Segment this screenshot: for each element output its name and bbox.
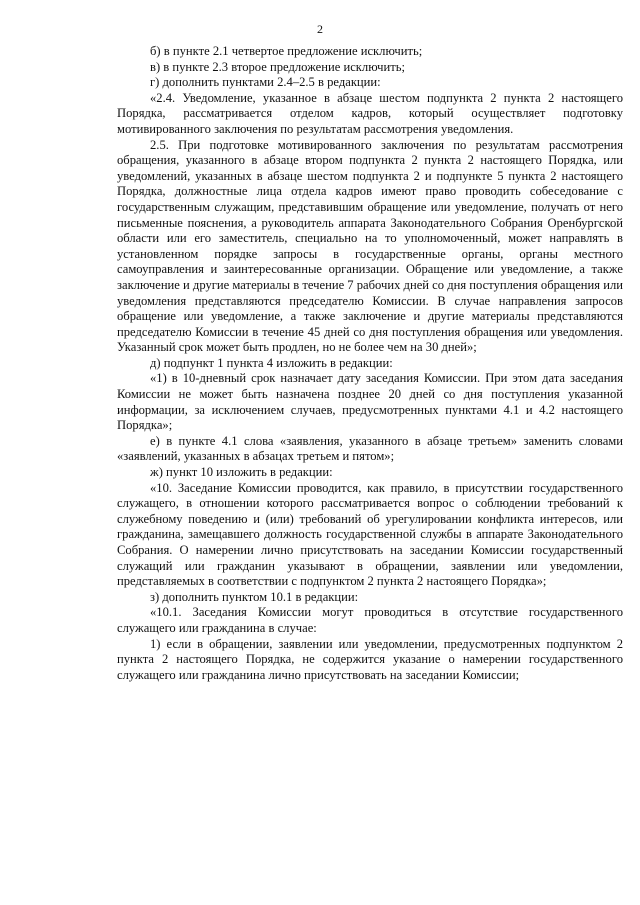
paragraph-2-4: «2.4. Уведомление, указанное в абзаце шестом подпункта 2 пункта 2 настоящего Порядка, рассматривается отделом кадров, который осуществляет подготовку мотивированного заключения по результатам рассмотрения уведомления. [117, 90, 623, 136]
page-number: 2 [317, 22, 323, 36]
document-body [117, 44, 623, 683]
paragraph-item-v: в) в пункте 2.3 второе предложение исключить; [150, 59, 405, 74]
paragraph-item-zh: ж) пункт 10 изложить в редакции: [150, 465, 333, 480]
paragraph-10-1: «10.1. Заседания Комиссии могут проводиться в отсутствие государственного служащего или гражданина в случае: [117, 605, 623, 635]
paragraph-10-1-subitem-1: 1) если в обращении, заявлении или уведомлении, предусмотренных подпунктом 2 пункта 2 настоящего Порядка, не содержится указание о намерении государственного служащего или гражданина лично присутствовать на заседании Комиссии; [117, 636, 623, 682]
paragraph-item-b: б) в пункте 2.1 четвертое предложение исключить; [150, 44, 423, 58]
paragraph-10: «10. Заседание Комиссии проводится, как правило, в присутствии государственного служащего, в отношении которого рассматривается вопрос о соблюдении требований к служебному поведению и (или) требований об урегулировании конфликта интересов, или гражданина, замещавшего должность государственной службы в аппарате Законодательного Собрания. О намерении лично присутствовать на заседании Комиссии государственный служащий или гражданин указывают в обращении, заявлении или уведомлении, представляемых в соответствии с подпунктом 2 пункта 2 настоящего Порядка»; [117, 480, 623, 589]
paragraph-2-5: 2.5. При подготовке мотивированного заключения по результатам рассмотрения обращения, указанного в абзаце втором подпункта 2 пункта 2 настоящего Порядка, или уведомлений, указанных в абзаце шестом подпункта 2 и подпункте 5 пункта 2 настоящего Порядка, должностные лица отдела кадров имеют право проводить собеседование с государственным служащим, представившим обращение или уведомление, получать от него письменные пояснения, а руководитель аппарата Законодательного Собрания Оренбургской области или его заместитель, специально на то уполномоченный, может направлять в установленном порядке запросы в государственные органы, органы местного самоуправления и заинтересованные организации. Обращение или уведомление, а также заключение и другие материалы в течение 7 рабочих дней со дня поступления обращения или уведомления представляются председателю Комиссии. В случае направления запросов обращение или уведомление, а также заключение и другие материалы представляются председателю Комиссии в течение 45 дней со дня поступления обращения или уведомления. Указанный срок может быть продлен, но не более чем на 30 дней»; [117, 137, 623, 355]
paragraph-item-d: д) подпункт 1 пункта 4 изложить в редакции: [150, 355, 393, 370]
paragraph-item-z: з) дополнить пунктом 10.1 в редакции: [150, 589, 359, 604]
paragraph-item-e: е) в пункте 4.1 слова «заявления, указанного в абзаце третьем» заменить словами «заявлений, указанных в абзацах третьем и пятом»; [117, 433, 623, 464]
paragraph-item-g: г) дополнить пунктами 2.4–2.5 в редакции: [150, 75, 381, 90]
paragraph-4-1-subitem-1: «1) в 10-дневный срок назначает дату заседания Комиссии. При этом дата заседания Комиссии не может быть назначена позднее 20 дней со дня поступления указанной информации, за исключением случаев, предусмотренных пунктами 4.1 и 4.2 настоящего Порядка»; [117, 371, 623, 433]
